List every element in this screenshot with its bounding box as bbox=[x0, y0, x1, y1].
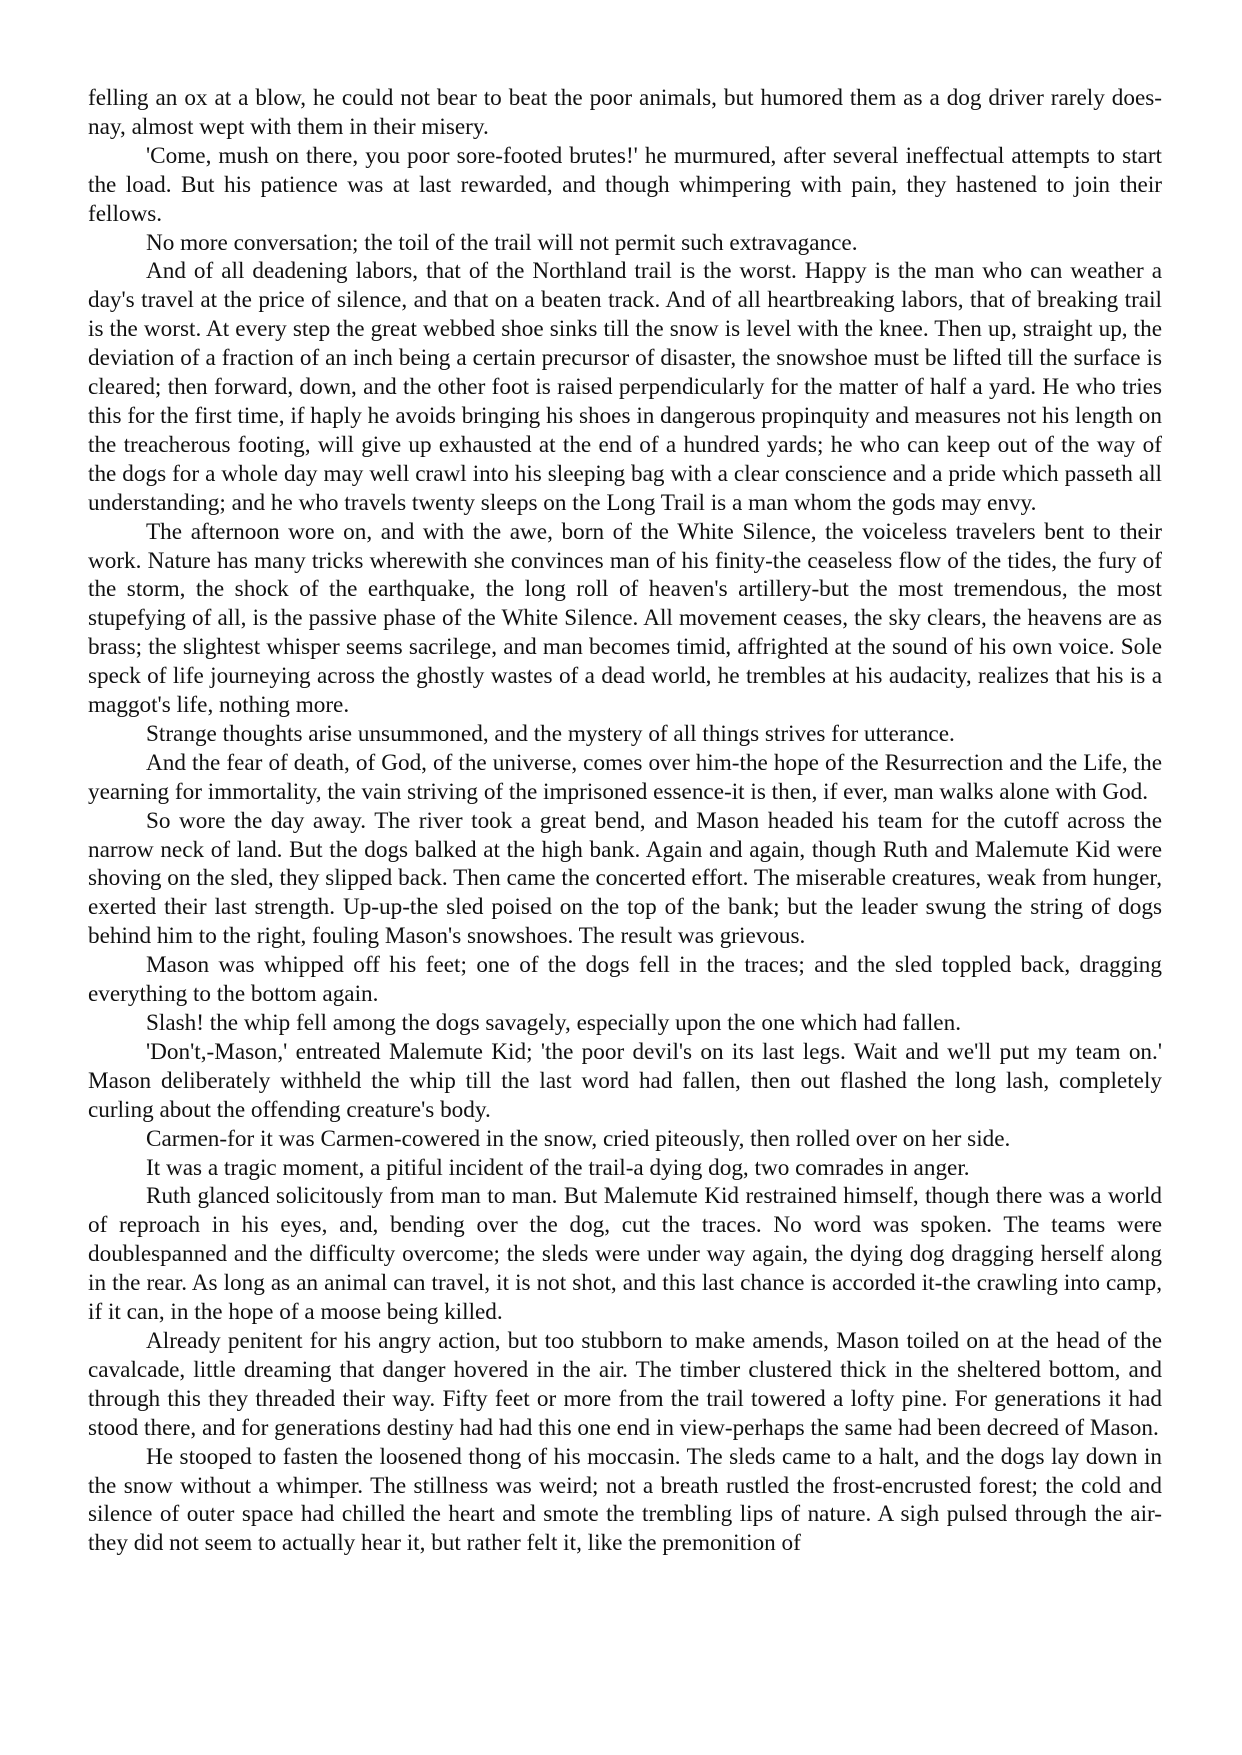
paragraph: 'Come, mush on there, you poor sore-footed brutes!' he murmured, after several ineffectual attempts to start the load. But his patience was at last rewarded, and though whimpering with pain, they hastened to join their fellows. bbox=[88, 142, 1162, 227]
paragraph: And the fear of death, of God, of the universe, comes over him-the hope of the Resurrection and the Life, the yearning for immortality, the vain striving of the imprisoned essence-it is then, if ever, man walks alone with God. bbox=[88, 749, 1162, 805]
document-page bbox=[88, 84, 1162, 1558]
paragraph: Mason was whipped off his feet; one of the dogs fell in the traces; and the sled toppled back, dragging everything to the bottom again. bbox=[88, 952, 1162, 1008]
paragraph: The afternoon wore on, and with the awe, born of the White Silence, the voiceless travelers bent to their work. Nature has many tricks wherewith she convinces man of his finity-the ceaseless flow of the tides, the fury of the storm, the shock of the earthquake, the long roll of heaven's artillery-but the most tremendous, the most stupefying of all, is the passive phase of the White Silence. All movement ceases, the sky clears, the heavens are as brass; the slightest whisper seems sacrilege, and man becomes timid, affrighted at the sound of his own voice. Sole speck of life journeying across the ghostly wastes of a dead world, he trembles at his audacity, realizes that his is a maggot's life, nothing more. bbox=[88, 518, 1162, 719]
paragraph: He stooped to fasten the loosened thong of his moccasin. The sleds came to a halt, and the dogs lay down in the snow without a whimper. The stillness was weird; not a breath rustled the frost-encrusted forest; the cold and silence of outer space had chilled the heart and smote the trembling lips of nature. A sigh pulsed through the air-they did not seem to actually hear it, but rather felt it, like the premonition of bbox=[88, 1443, 1162, 1557]
paragraph: Slash! the whip fell among the dogs savagely, especially upon the one which had fallen. bbox=[146, 1010, 961, 1036]
paragraph: Already penitent for his angry action, but too stubborn to make amends, Mason toiled on at the head of the cavalcade, little dreaming that danger hovered in the air. The timber clustered thick in the sheltered bottom, and through this they threaded their way. Fifty feet or more from the trail towered a lofty pine. For generations it had stood there, and for generations destiny had had this one end in view-perhaps the same had been decreed of Mason. bbox=[88, 1327, 1162, 1441]
paragraph: Strange thoughts arise unsummoned, and the mystery of all things strives for utterance. bbox=[146, 720, 955, 747]
paragraph: Ruth glanced solicitously from man to man. But Malemute Kid restrained himself, though there was a world of reproach in his eyes, and, bending over the dog, cut the traces. No word was spoken. The teams were doublespanned and the difficulty overcome; the sleds were under way again, the dying dog dragging herself along in the rear. As long as an animal can travel, it is not shot, and this last chance is accorded it-the crawling into camp, if it can, in the hope of a moose being killed. bbox=[88, 1183, 1162, 1326]
paragraph: It was a tragic moment, a pitiful incident of the trail-a dying dog, two comrades in anger. bbox=[146, 1154, 970, 1181]
paragraph: And of all deadening labors, that of the Northland trail is the worst. Happy is the man who can weather a day's travel at the price of silence, and that on a beaten track. And of all heartbreaking labors, that of breaking trail is the worst. At every step the great webbed shoe sinks till the snow is level with the knee. Then up, straight up, the deviation of a fraction of an inch being a certain precursor of disaster, the snowshoe must be lifted till the surface is cleared; then forward, down, and the other foot is raised perpendicularly for the matter of half a yard. He who tries this for the first time, if haply he avoids bringing his shoes in dangerous propinquity and measures not his length on the treacherous footing, will give up exhausted at the end of a hundred yards; he who can keep out of the way of the dogs for a whole day may well crawl into his sleeping bag with a clear conscience and a pride which passeth all understanding; and he who travels twenty sleeps on the Long Trail is a man whom the gods may envy. bbox=[88, 258, 1162, 516]
paragraph: So wore the day away. The river took a great bend, and Mason headed his team for the cutoff across the narrow neck of land. But the dogs balked at the high bank. Again and again, though Ruth and Malemute Kid were shoving on the sled, they slipped back. Then came the concerted effort. The miserable creatures, weak from hunger, exerted their last strength. Up-up-the sled poised on the top of the bank; but the leader swung the string of dogs behind him to the right, fouling Mason's snowshoes. The result was grievous. bbox=[88, 807, 1162, 950]
paragraph: No more conversation; the toil of the trail will not permit such extravagance. bbox=[146, 229, 858, 256]
paragraph-continuation: felling an ox at a blow, he could not bear to beat the poor animals, but humored them as a dog driver rarely does-nay, almost wept with them in their misery. bbox=[88, 85, 1162, 140]
paragraph: 'Don't,-Mason,' entreated Malemute Kid; 'the poor devil's on its last legs. Wait and we'll put my team on.' Mason deliberately withheld the whip till the last word had fallen, then out flashed the long lash, completely curling about the offending creature's body. bbox=[88, 1038, 1162, 1123]
paragraph: Carmen-for it was Carmen-cowered in the snow, cried piteously, then rolled over on her side. bbox=[146, 1125, 1011, 1152]
